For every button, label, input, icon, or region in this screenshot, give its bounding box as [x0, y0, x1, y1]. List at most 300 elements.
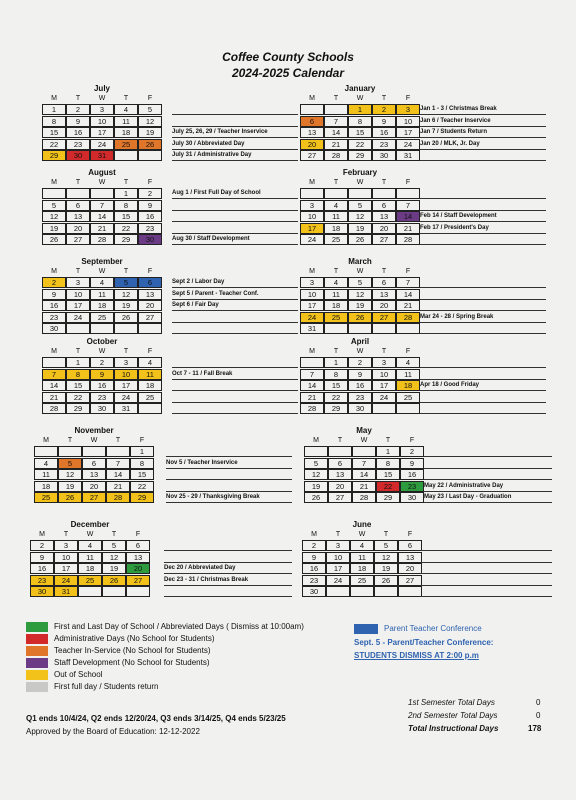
day-header: T	[381, 179, 387, 186]
day-cell: 7	[300, 369, 324, 380]
day-header: T	[75, 179, 81, 186]
day-cell: 10	[114, 369, 138, 380]
day-header: T	[63, 531, 69, 538]
day-cell: 20	[398, 563, 422, 574]
day-header: F	[405, 268, 411, 275]
month-note-line: Dec 20 / Abbreviated Day	[164, 563, 292, 574]
month-note-line	[172, 403, 298, 414]
quarter-end-dates: Q1 ends 10/4/24, Q2 ends 12/20/24, Q3 ends 3/14/25, Q4 ends 5/23/25	[26, 714, 286, 723]
day-cell: 6	[372, 200, 396, 211]
day-cell: 15	[324, 380, 348, 391]
day-cell: 13	[372, 211, 396, 222]
legend-swatch	[26, 658, 48, 668]
day-cell: 29	[130, 492, 154, 503]
approval-note: Approved by the Board of Education: 12-12-2022	[26, 727, 200, 736]
day-cell: 16	[372, 127, 396, 138]
day-cell: 3	[54, 540, 78, 551]
day-header: T	[381, 95, 387, 102]
day-cell: 29	[66, 403, 90, 414]
day-cell: 1	[348, 104, 372, 115]
day-cell: 2	[372, 104, 396, 115]
day-header: W	[98, 268, 106, 275]
day-cell: 1	[376, 446, 400, 457]
month-note-line	[172, 200, 298, 211]
month-note-line	[172, 223, 298, 234]
day-cell: 12	[374, 552, 398, 563]
day-cell: 5	[42, 200, 66, 211]
day-cell: 30	[348, 403, 372, 414]
day-cell: 25	[324, 312, 348, 323]
month-note-line	[420, 575, 552, 586]
day-cell: 9	[348, 369, 372, 380]
day-cell: 10	[66, 289, 90, 300]
day-cell	[300, 357, 324, 368]
month-note-line: Feb 17 / President's Day	[420, 223, 546, 234]
day-cell: 13	[82, 469, 106, 480]
month-note-line	[420, 369, 546, 380]
day-header: M	[309, 348, 315, 355]
day-cell: 18	[34, 481, 58, 492]
month-note-line: Feb 14 / Staff Development	[420, 211, 546, 222]
month-note-line: Sept 6 / Fair Day	[172, 300, 298, 311]
month-note-line: July 30 / Abbreviated Day	[172, 139, 298, 150]
day-header: M	[39, 531, 45, 538]
day-cell: 15	[42, 127, 66, 138]
day-header: M	[309, 179, 315, 186]
day-cell: 15	[348, 127, 372, 138]
day-cell: 11	[90, 289, 114, 300]
day-cell	[82, 446, 106, 457]
day-cell	[324, 323, 348, 334]
day-cell	[372, 403, 396, 414]
legend-label: Out of School	[54, 670, 103, 679]
day-cell: 9	[302, 552, 326, 563]
month-note-line	[420, 188, 546, 199]
day-header: W	[356, 348, 364, 355]
day-cell: 26	[114, 312, 138, 323]
month-note-line: July 25, 26, 29 / Teacher Inservice	[172, 127, 298, 138]
day-cell: 27	[372, 312, 396, 323]
day-cell: 30	[90, 403, 114, 414]
month-note-line	[166, 481, 292, 492]
day-cell: 4	[114, 104, 138, 115]
day-cell: 6	[328, 458, 352, 469]
month-note-line	[420, 277, 546, 288]
month-note-line	[420, 150, 546, 161]
day-cell	[348, 188, 372, 199]
day-header: W	[356, 95, 364, 102]
month-note-line: May 22 / Administrative Day	[424, 481, 552, 492]
day-header: F	[405, 95, 411, 102]
month-note-line	[420, 563, 552, 574]
day-cell	[90, 188, 114, 199]
day-cell: 19	[348, 223, 372, 234]
month-note-line	[166, 446, 292, 457]
day-cell: 28	[106, 492, 130, 503]
day-header: T	[75, 95, 81, 102]
day-cell: 18	[90, 300, 114, 311]
day-cell	[372, 188, 396, 199]
day-cell: 20	[126, 563, 150, 574]
day-cell: 19	[138, 127, 162, 138]
day-cell: 7	[396, 277, 420, 288]
ptc-note-line2: STUDENTS DISMISS AT 2:00 p.m	[354, 651, 479, 660]
day-cell: 26	[348, 312, 372, 323]
day-cell: 1	[66, 357, 90, 368]
day-cell: 26	[42, 234, 66, 245]
day-header: T	[123, 95, 129, 102]
day-header: T	[75, 348, 81, 355]
day-cell: 26	[374, 575, 398, 586]
day-cell: 4	[34, 458, 58, 469]
month-name: December	[70, 520, 110, 529]
day-cell: 8	[348, 116, 372, 127]
day-cell: 16	[66, 127, 90, 138]
month-note-line	[172, 104, 298, 115]
day-cell: 9	[138, 200, 162, 211]
day-cell	[328, 446, 352, 457]
day-cell: 14	[106, 469, 130, 480]
day-cell: 25	[90, 312, 114, 323]
month-note-line: Dec 23 - 31 / Christmas Break	[164, 575, 292, 586]
day-cell: 11	[78, 552, 102, 563]
day-cell: 5	[58, 458, 82, 469]
day-header: T	[111, 531, 117, 538]
day-cell: 28	[300, 403, 324, 414]
day-cell: 24	[54, 575, 78, 586]
day-cell: 31	[114, 403, 138, 414]
day-cell: 27	[126, 575, 150, 586]
day-header: T	[123, 179, 129, 186]
day-cell: 7	[396, 200, 420, 211]
day-cell: 17	[300, 223, 324, 234]
day-header: M	[51, 179, 57, 186]
day-cell: 2	[400, 446, 424, 457]
month-note-line	[420, 552, 552, 563]
day-cell: 5	[304, 458, 328, 469]
month-note-line: Jan 6 / Teacher Inservice	[420, 116, 546, 127]
day-cell	[398, 586, 422, 597]
month-note-line	[172, 380, 298, 391]
day-header: W	[356, 179, 364, 186]
day-cell: 22	[130, 481, 154, 492]
day-cell: 15	[114, 211, 138, 222]
month-note-line: Oct 7 - 11 / Fall Break	[172, 369, 298, 380]
ptc-legend-label: Parent Teacher Conference	[384, 624, 482, 633]
month-note-line: Sept 5 / Parent - Teacher Conf.	[172, 289, 298, 300]
day-cell: 31	[396, 150, 420, 161]
day-cell: 26	[102, 575, 126, 586]
day-cell: 16	[42, 300, 66, 311]
day-cell: 4	[396, 357, 420, 368]
day-cell: 9	[372, 116, 396, 127]
month-name: February	[342, 168, 378, 177]
day-cell: 17	[66, 300, 90, 311]
day-cell: 12	[304, 469, 328, 480]
day-cell: 24	[66, 312, 90, 323]
day-cell: 6	[138, 277, 162, 288]
day-cell: 29	[348, 150, 372, 161]
day-cell: 3	[396, 104, 420, 115]
day-cell: 30	[66, 150, 90, 161]
day-cell	[372, 323, 396, 334]
day-cell: 5	[114, 277, 138, 288]
day-header: T	[385, 437, 391, 444]
day-cell: 4	[350, 540, 374, 551]
day-cell: 14	[352, 469, 376, 480]
day-cell: 12	[58, 469, 82, 480]
day-cell: 17	[90, 127, 114, 138]
day-cell: 30	[400, 492, 424, 503]
day-cell: 3	[300, 277, 324, 288]
day-cell: 28	[42, 403, 66, 414]
day-cell	[42, 357, 66, 368]
day-header: T	[333, 179, 339, 186]
month-note-line	[424, 446, 552, 457]
day-header: M	[313, 437, 319, 444]
day-cell	[396, 403, 420, 414]
month-note-line: Nov 5 / Teacher Inservice	[166, 458, 292, 469]
day-cell	[324, 188, 348, 199]
day-cell: 17	[54, 563, 78, 574]
day-cell: 27	[138, 312, 162, 323]
day-cell: 12	[348, 211, 372, 222]
day-cell: 3	[372, 357, 396, 368]
day-cell	[324, 104, 348, 115]
day-cell: 13	[126, 552, 150, 563]
day-cell: 23	[66, 139, 90, 150]
day-header: T	[333, 268, 339, 275]
day-cell: 14	[300, 380, 324, 391]
school-title: Coffee County Schools	[222, 50, 354, 64]
day-cell: 21	[300, 392, 324, 403]
legend-swatch	[26, 634, 48, 644]
day-cell: 13	[66, 211, 90, 222]
day-cell: 9	[66, 116, 90, 127]
day-cell: 23	[138, 223, 162, 234]
day-cell: 4	[324, 277, 348, 288]
day-header: F	[405, 179, 411, 186]
day-cell: 5	[348, 200, 372, 211]
day-cell: 23	[302, 575, 326, 586]
day-cell: 30	[30, 586, 54, 597]
day-cell: 28	[352, 492, 376, 503]
day-cell: 19	[58, 481, 82, 492]
day-cell: 30	[302, 586, 326, 597]
month-note-line: Sept 2 / Labor Day	[172, 277, 298, 288]
day-cell: 31	[300, 323, 324, 334]
day-cell: 16	[302, 563, 326, 574]
day-cell: 21	[90, 223, 114, 234]
month-note-line: July 31 / Administrative Day	[172, 150, 298, 161]
day-cell: 16	[30, 563, 54, 574]
day-cell: 25	[78, 575, 102, 586]
day-cell	[114, 323, 138, 334]
day-cell: 22	[114, 223, 138, 234]
day-cell: 20	[328, 481, 352, 492]
day-cell: 20	[372, 223, 396, 234]
day-cell: 18	[78, 563, 102, 574]
day-header: M	[51, 348, 57, 355]
day-cell: 5	[348, 277, 372, 288]
day-cell: 23	[42, 312, 66, 323]
legend-label: Administrative Days (No School for Students)	[54, 634, 215, 643]
day-cell: 25	[324, 234, 348, 245]
month-note-line: May 23 / Last Day - Graduation	[424, 492, 552, 503]
day-cell: 21	[396, 300, 420, 311]
month-note-line	[172, 211, 298, 222]
day-cell: 17	[372, 380, 396, 391]
month-note-line	[164, 540, 292, 551]
day-cell	[396, 323, 420, 334]
day-cell: 15	[376, 469, 400, 480]
day-cell: 16	[90, 380, 114, 391]
day-cell: 24	[300, 312, 324, 323]
day-cell: 11	[396, 369, 420, 380]
month-note-line	[420, 586, 552, 597]
day-cell: 3	[300, 200, 324, 211]
day-cell	[300, 188, 324, 199]
day-cell: 11	[324, 289, 348, 300]
day-cell: 10	[300, 289, 324, 300]
month-note-line	[420, 234, 546, 245]
month-name: June	[352, 520, 372, 529]
day-cell: 13	[138, 289, 162, 300]
day-cell: 5	[102, 540, 126, 551]
day-cell: 2	[42, 277, 66, 288]
day-header: W	[90, 437, 98, 444]
month-name: January	[344, 84, 376, 93]
legend-swatch	[26, 682, 48, 692]
legend-swatch	[26, 622, 48, 632]
day-cell: 11	[34, 469, 58, 480]
day-cell: 22	[42, 139, 66, 150]
day-header: T	[123, 348, 129, 355]
day-cell: 23	[372, 139, 396, 150]
sem1-value: 0	[536, 698, 541, 707]
ptc-legend-swatch	[354, 624, 378, 634]
day-cell	[138, 150, 162, 161]
day-cell: 19	[114, 300, 138, 311]
day-cell: 25	[114, 139, 138, 150]
day-cell: 25	[350, 575, 374, 586]
day-cell: 10	[396, 116, 420, 127]
day-cell: 18	[396, 380, 420, 391]
day-cell: 5	[138, 104, 162, 115]
legend-swatch	[26, 646, 48, 656]
month-name: April	[350, 337, 370, 346]
day-cell: 25	[138, 392, 162, 403]
day-cell: 5	[374, 540, 398, 551]
day-cell: 14	[42, 380, 66, 391]
day-header: W	[98, 179, 106, 186]
day-cell: 28	[324, 150, 348, 161]
day-cell: 19	[304, 481, 328, 492]
day-cell: 25	[396, 392, 420, 403]
day-cell: 19	[102, 563, 126, 574]
day-cell: 8	[114, 200, 138, 211]
day-cell: 22	[66, 392, 90, 403]
day-cell	[138, 323, 162, 334]
day-header: T	[75, 268, 81, 275]
day-cell: 16	[348, 380, 372, 391]
day-cell	[42, 188, 66, 199]
day-cell	[138, 403, 162, 414]
day-cell: 24	[372, 392, 396, 403]
day-header: M	[51, 268, 57, 275]
day-header: F	[409, 437, 415, 444]
day-cell: 7	[90, 200, 114, 211]
day-cell: 19	[374, 563, 398, 574]
day-cell: 29	[324, 403, 348, 414]
day-cell	[106, 446, 130, 457]
day-cell: 16	[400, 469, 424, 480]
day-cell: 7	[324, 116, 348, 127]
day-cell: 22	[324, 392, 348, 403]
month-name: September	[81, 257, 123, 266]
month-note-line	[172, 312, 298, 323]
day-cell	[396, 188, 420, 199]
day-cell: 24	[90, 139, 114, 150]
month-name: August	[88, 168, 116, 177]
day-header: F	[147, 179, 153, 186]
month-note-line	[420, 323, 546, 334]
day-cell: 4	[324, 200, 348, 211]
month-note-line	[164, 552, 292, 563]
day-cell: 2	[66, 104, 90, 115]
day-cell: 24	[326, 575, 350, 586]
day-cell: 17	[326, 563, 350, 574]
day-cell	[326, 586, 350, 597]
day-cell	[348, 323, 372, 334]
day-header: T	[383, 531, 389, 538]
day-cell: 11	[350, 552, 374, 563]
day-header: T	[123, 268, 129, 275]
day-cell: 28	[396, 312, 420, 323]
day-cell: 30	[138, 234, 162, 245]
day-cell: 14	[90, 211, 114, 222]
day-header: T	[337, 437, 343, 444]
day-header: T	[335, 531, 341, 538]
day-cell: 10	[54, 552, 78, 563]
day-cell: 10	[90, 116, 114, 127]
day-cell: 20	[372, 300, 396, 311]
day-cell	[34, 446, 58, 457]
day-cell	[102, 586, 126, 597]
day-header: F	[147, 348, 153, 355]
day-cell: 1	[324, 357, 348, 368]
day-cell: 3	[90, 104, 114, 115]
day-cell: 12	[42, 211, 66, 222]
day-cell: 18	[324, 223, 348, 234]
day-cell: 3	[326, 540, 350, 551]
month-note-line	[420, 392, 546, 403]
day-cell: 21	[324, 139, 348, 150]
day-cell: 17	[300, 300, 324, 311]
day-cell: 13	[328, 469, 352, 480]
day-cell: 21	[396, 223, 420, 234]
day-cell: 20	[66, 223, 90, 234]
day-cell: 1	[114, 188, 138, 199]
day-header: F	[405, 348, 411, 355]
day-cell: 29	[42, 150, 66, 161]
day-cell: 8	[130, 458, 154, 469]
day-cell: 2	[30, 540, 54, 551]
day-cell: 22	[376, 481, 400, 492]
day-cell: 8	[324, 369, 348, 380]
day-cell: 9	[42, 289, 66, 300]
sem2-label: 2nd Semester Total Days	[408, 711, 498, 720]
